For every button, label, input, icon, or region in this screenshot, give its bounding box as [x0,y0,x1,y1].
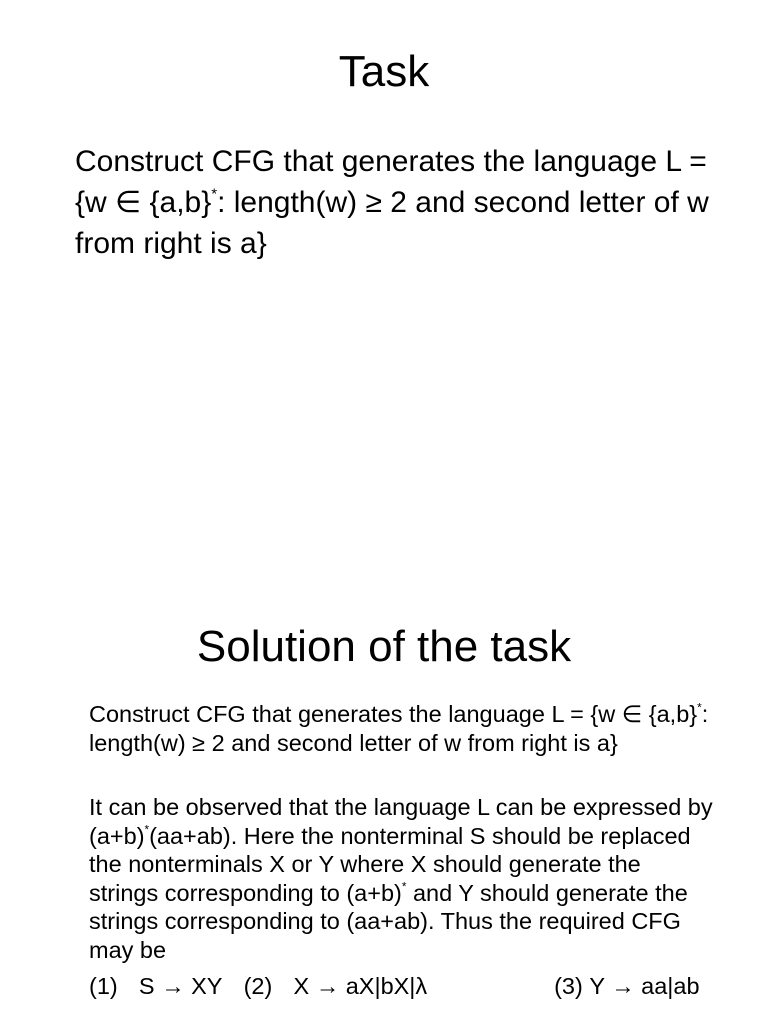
task-statement [75,141,725,264]
task-statement-text-2: : length(w) ≥ 2 and second letter of w from right is a} [75,186,709,260]
observation-text-2: (aa+ab). Here the nonterminal S should be replaced the nonterminals X or Y where X should generate the strings corresponding to (a+b) [89,822,691,906]
kleene-star: * [697,701,702,715]
observation-paragraph [89,793,714,964]
grammar-rules [89,972,714,1001]
slide-title-task: Task [338,47,430,96]
kleene-star: * [401,879,407,893]
task-statement-text-1: Construct CFG that generates the language L = {w ∈ {a,b} [75,145,707,219]
task-restated-text-1: Construct CFG that generates the language L = {w ∈ {a,b} [89,701,698,727]
rule-2: X → aX|bX|λ [293,973,428,999]
kleene-star: * [144,822,150,836]
rule-3: Y → aa|ab [589,973,700,999]
task-restated-text-2: : length(w) ≥ 2 and second letter of w from right is a} [89,701,709,756]
observation-text-1: It can be observed that the language L can be expressed by (a+b) [89,794,713,849]
rule-1: S → XY [138,973,223,999]
rule-3-number: (3) [554,973,583,999]
kleene-star: * [211,185,218,203]
slide-title-solution: Solution of the task [196,622,572,671]
rule-2-number: (2) [243,973,273,999]
task-restated [89,700,714,757]
observation-text-3: and Y should generate the strings corresponding to (aa+ab). Thus the required CFG may be [89,879,688,963]
slide-solution [0,512,768,1024]
rule-1-number: (1) [89,973,118,999]
